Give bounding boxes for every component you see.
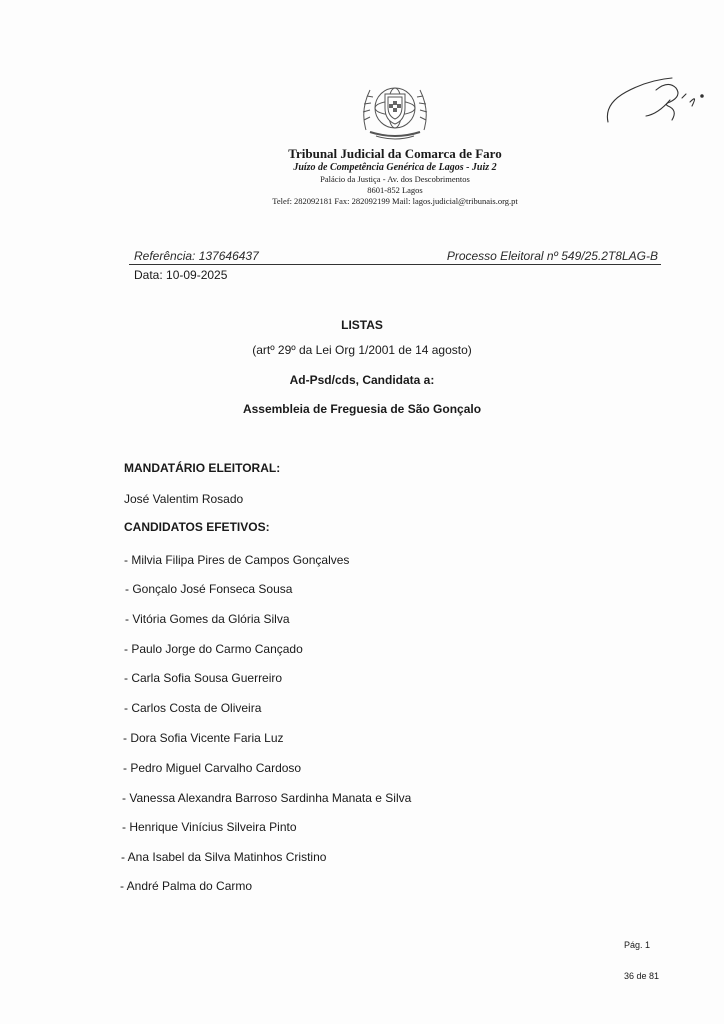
court-contacts: Telef: 282092181 Fax: 282092199 Mail: lagos.judicial@tribunais.org.pt — [272, 196, 518, 206]
reference-number: Referência: 137646437 — [134, 249, 259, 263]
party-name: Ad-Psd/cds, Candidata a: — [289, 373, 435, 387]
court-address-line2: 8601-852 Lagos — [367, 185, 423, 195]
candidate-item: - Vitória Gomes da Glória Silva — [125, 612, 290, 626]
candidate-item: - Pedro Miguel Carvalho Cardoso — [123, 761, 302, 775]
law-reference: (artº 29º da Lei Org 1/2001 de 14 agosto) — [252, 343, 472, 357]
candidate-item: - Carla Sofia Sousa Guerreiro — [124, 671, 283, 685]
handwritten-signature — [598, 70, 708, 132]
mandatario-name: José Valentim Rosado — [124, 492, 244, 506]
candidate-item: - André Palma do Carmo — [120, 879, 253, 893]
document-title: LISTAS — [341, 318, 383, 332]
candidate-item: - Carlos Costa de Oliveira — [124, 701, 262, 715]
document-date: Data: 10-09-2025 — [134, 268, 228, 282]
candidatos-efetivos-label: CANDIDATOS EFETIVOS: — [124, 520, 270, 534]
candidate-item: - Ana Isabel da Silva Matinhos Cristino — [121, 850, 327, 864]
mandatario-label: MANDATÁRIO ELEITORAL: — [124, 461, 281, 475]
court-division: Juízo de Competência Genérica de Lagos - Juiz 2 — [293, 162, 497, 173]
coat-of-arms-icon — [356, 80, 434, 142]
candidate-item: - Milvia Filipa Pires de Campos Gonçalves — [124, 553, 350, 567]
candidate-item: - Gonçalo José Fonseca Sousa — [125, 582, 293, 596]
candidate-item: - Vanessa Alexandra Barroso Sardinha Manata e Silva — [122, 791, 412, 805]
process-number: Processo Eleitoral nº 549/25.2T8LAG-B — [446, 249, 658, 263]
page-number: Pág. 1 — [624, 940, 651, 950]
page-count: 36 de 81 — [624, 971, 660, 981]
reference-divider — [129, 264, 661, 265]
assembly-name: Assembleia de Freguesia de São Gonçalo — [242, 402, 482, 416]
court-address-line1: Palácio da Justiça - Av. dos Descobrimentos — [320, 174, 470, 184]
candidate-item: - Dora Sofia Vicente Faria Luz — [123, 731, 284, 745]
candidate-item: - Henrique Vinícius Silveira Pinto — [122, 820, 297, 834]
candidate-item: - Paulo Jorge do Carmo Cançado — [124, 642, 303, 656]
court-name: Tribunal Judicial da Comarca de Faro — [288, 146, 502, 161]
